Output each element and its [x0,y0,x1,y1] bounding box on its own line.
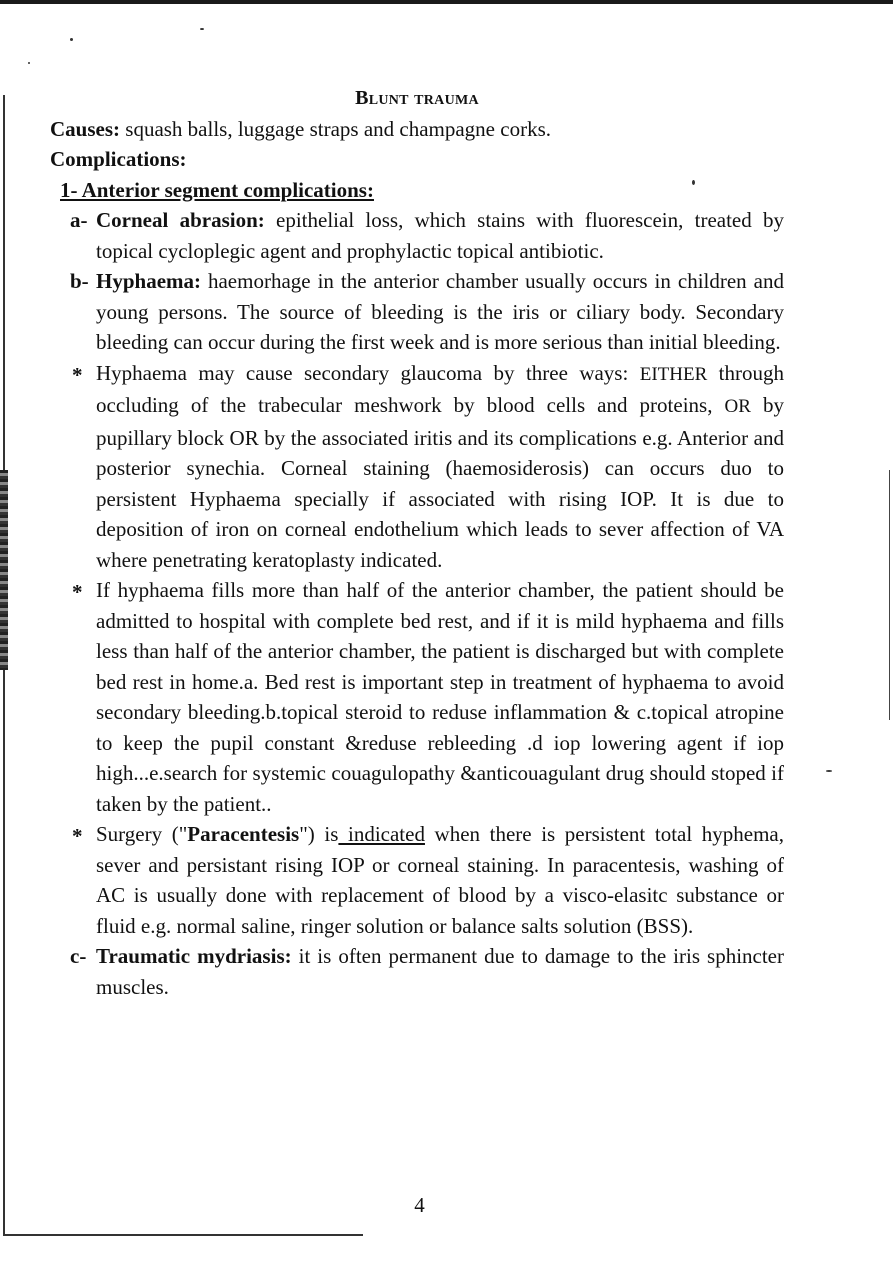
complications-heading: Complications: [50,147,187,171]
note-or: OR [724,396,751,417]
list-marker: b- [70,269,89,293]
section-heading-anterior-segment: 1- Anterior segment complications: [60,177,374,202]
note-text: ") is [299,822,339,846]
note-either: EITHER [639,363,708,385]
list-item-corneal-abrasion [50,205,784,266]
scan-speck [826,770,832,772]
list-item-hyphaema [50,266,784,358]
scan-edge-bottom [3,1234,363,1236]
note-text: Hyphaema may cause secondary glaucoma by three ways: [96,360,640,385]
item-text: epithelial loss, which stains with fluorescein, treated by topical cycloplegic agent and prophylactic topical antibiotic. [96,208,785,263]
item-label: Hyphaema: [96,269,201,293]
document-body [50,83,784,1002]
note-secondary-glaucoma [50,358,784,576]
scan-speck [70,38,73,41]
note-text: If hyphaema fills more than half of the anterior chamber, the patient should be admitted to hospital with complete bed rest, and if it is mild hyphaema and fills less than half of the anterior chamber, the patient is discharged but with complete bed rest in home.a. Bed rest is important step in treatment of hyphaema to avoid secondary bleeding.b.topical steroid to reduse inflammation & c.topical atropine to keep the pupil constant &reduse rebleeding .d iop lowering agent if iop high...e.search for systemic couagulopathy &anticouagulant drug should stoped if taken by the patient.. [96,578,784,816]
causes-paragraph [50,114,784,145]
scan-binding-shadow [0,470,8,670]
page-title: Blunt trauma [355,87,479,109]
scan-speck [28,62,30,64]
item-label: Corneal abrasion: [96,208,265,232]
page-number: 4 [414,1193,425,1217]
note-text: through occluding of the trabecular meshwork by blood cells and proteins, [96,360,784,417]
note-bold-term: Paracentesis [187,822,300,846]
item-text: it is often permanent due to damage to the iris sphincter muscles. [96,944,784,999]
list-marker: a- [70,208,88,232]
causes-label: Causes: [50,116,121,141]
scan-edge-right [889,470,891,720]
note-underlined: indicated [338,822,425,846]
scan-edge-top [0,0,893,4]
item-label: Traumatic mydriasis: [96,944,292,968]
note-text: Surgery (" [96,822,188,846]
note-text: when there is persistent total hyphema, sever and persistant rising IOP or corneal staining. In paracentesis, washing of AC is usually done with replacement of blood by a visco-elasitc substance or fluid e.g. normal saline, ringer solution or balance salts solution (BSS). [96,822,784,938]
item-text: haemorhage in the anterior chamber usually occurs in children and young persons. The source of bleeding is the iris or ciliary body. Secondary bleeding can occur during the first week and is more serious than initial bleeding. [96,269,784,354]
scan-speck [200,28,204,30]
note-text: by pupillary block OR by the associated iritis and its complications e.g. Anterior and posterior synechia. Corneal staining (haemosiderosis) can occurs duo to persistent Hyphaema specially if associated with rising IOP. It is due to deposition of iron on corneal endothelium which leads to sever affection of VA where penetrating keratoplasty indicated. [96,393,784,572]
note-paracentesis [50,819,784,941]
bullet-asterisk: * [72,580,83,604]
list-marker: c- [70,944,87,968]
bullet-asterisk: * [72,362,83,387]
list-item-traumatic-mydriasis [50,941,784,1002]
bullet-asterisk: * [72,824,83,848]
causes-text: squash balls, luggage straps and champagne corks. [120,116,551,141]
note-hyphaema-management [50,575,784,819]
